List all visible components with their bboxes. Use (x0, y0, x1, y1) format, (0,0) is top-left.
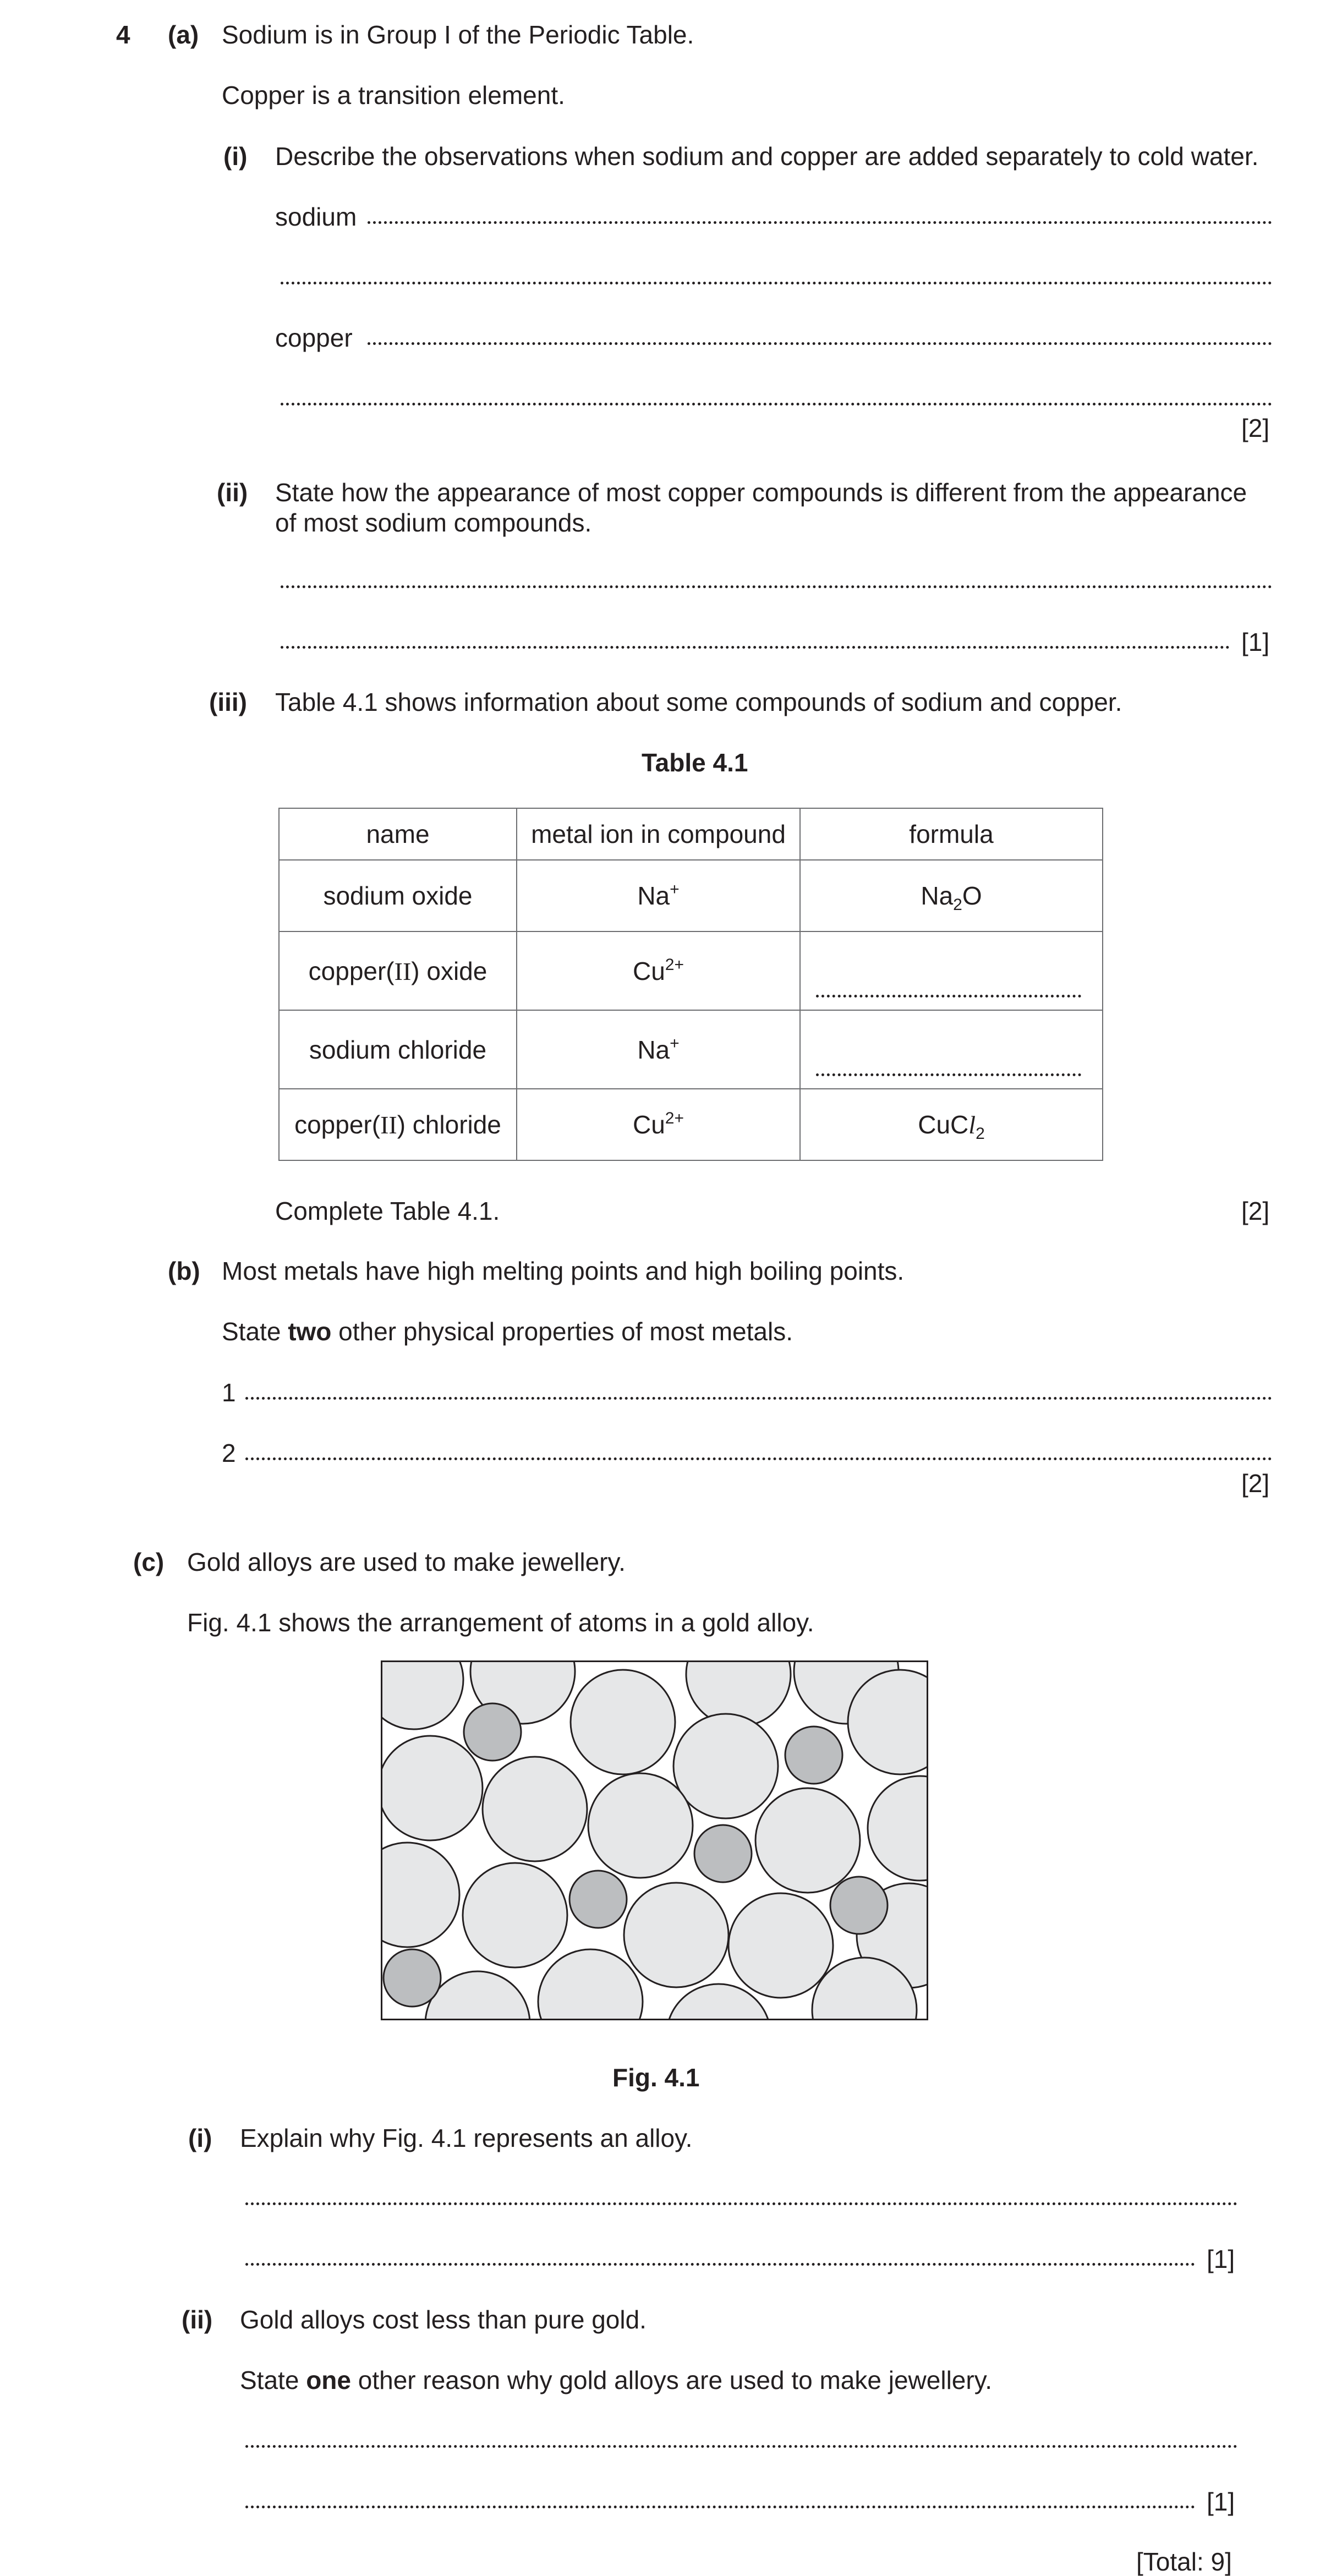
complete-table-instruction: Complete Table 4.1. (275, 1197, 500, 1225)
cell-ion: $Cu^{2+}$ (517, 931, 800, 1010)
part-c-ii-label: (ii) (182, 2305, 213, 2334)
compounds-table (278, 808, 1103, 1161)
gold-atom (483, 1757, 587, 1861)
cell-ion: Na+ (517, 860, 800, 931)
part-a-line1: Sodium is in Group I of the Periodic Table. (222, 20, 694, 49)
part-b-line2: State two other physical properties of most metals. (222, 1317, 793, 1346)
answer-line-a-ii-1[interactable] (281, 585, 1272, 588)
sodium-label: sodium (275, 202, 357, 231)
part-a-ii-text2: of most sodium compounds. (275, 508, 592, 537)
alloy-atoms-figure (381, 1660, 928, 2020)
gold-atom (381, 1736, 483, 1840)
header-name: name (279, 808, 517, 860)
other-metal-atom (464, 1703, 521, 1761)
other-metal-atom (694, 1825, 752, 1882)
cell-ion: $Cu^{2+}$ (517, 1089, 800, 1160)
gold-atom (729, 1893, 833, 1998)
part-c-ii-text1: Gold alloys cost less than pure gold. (240, 2305, 647, 2334)
answer-line-b-2[interactable] (245, 1457, 1272, 1460)
other-metal-atom (384, 1949, 441, 2007)
marks-c-i: [1] (1207, 2245, 1235, 2273)
cell-name: sodium chloride (279, 1010, 517, 1089)
header-formula: formula (800, 808, 1103, 860)
cell-formula: CuCl$_2$ (800, 1089, 1103, 1160)
part-c-label: (c) (133, 1548, 165, 1576)
part-c-i-label: (i) (188, 2124, 212, 2152)
gold-atom (673, 1714, 778, 1818)
answer-line-copper-2[interactable] (281, 403, 1272, 405)
marks-a-iii: [2] (1241, 1197, 1270, 1225)
header-metal-ion: metal ion in compound (517, 808, 800, 860)
answer-line-c-ii-1[interactable] (245, 2445, 1237, 2448)
part-c-line1: Gold alloys are used to make jewellery. (187, 1548, 626, 1576)
answer-line-sodium-1[interactable] (368, 221, 1272, 224)
part-c-line2: Fig. 4.1 shows the arrangement of atoms in a gold alloy. (187, 1608, 814, 1637)
answer-line-a-ii-2[interactable] (281, 646, 1230, 649)
part-a-i-text: Describe the observations when sodium and copper are added separately to cold water. (275, 142, 1259, 171)
answer-line-copper-1[interactable] (368, 342, 1272, 345)
cell-ion: Na+ (517, 1010, 800, 1089)
answer-line-b-1[interactable] (245, 1397, 1272, 1400)
total-marks: [Total: 9] (1136, 2547, 1232, 2576)
gold-atom (624, 1883, 729, 1987)
part-a-line2: Copper is a transition element. (222, 81, 565, 109)
cell-name: sodium oxide (279, 860, 517, 931)
gold-atom (381, 1843, 459, 1947)
figure-caption: Fig. 4.1 (612, 2063, 700, 2092)
answer-line-c-ii-2[interactable] (245, 2506, 1195, 2508)
other-metal-atom (785, 1727, 842, 1784)
other-metal-atom (830, 1877, 888, 1934)
table-title: Table 4.1 (642, 748, 748, 777)
part-b-line1: Most metals have high melting points and high boiling points. (222, 1257, 905, 1285)
copper-label: copper (275, 324, 353, 352)
answer-line-c-i-1[interactable] (245, 2202, 1237, 2205)
cell-formula-answer[interactable] (800, 931, 1103, 1010)
part-c-ii-text2: State one other reason why gold alloys are used to make jewellery. (240, 2366, 993, 2394)
part-c-i-text: Explain why Fig. 4.1 represents an alloy. (240, 2124, 693, 2152)
part-a-iii-text: Table 4.1 shows information about some compounds of sodium and copper. (275, 688, 1122, 716)
other-metal-atom (569, 1871, 627, 1928)
table-row (279, 1089, 1103, 1160)
gold-atom (588, 1773, 693, 1878)
part-a-i-label: (i) (223, 142, 248, 171)
marks-b: [2] (1241, 1469, 1270, 1498)
marks-a-i: [2] (1241, 414, 1270, 442)
part-a-ii-label: (ii) (217, 478, 248, 507)
answer-line-sodium-2[interactable] (281, 282, 1272, 284)
part-a-iii-label: (iii) (209, 688, 247, 716)
gold-atom (868, 1776, 928, 1881)
cell-formula-answer[interactable] (800, 1010, 1103, 1089)
part-a-label: (a) (168, 20, 199, 49)
question-number: 4 (116, 20, 130, 49)
table-row (279, 860, 1103, 931)
part-b-item1: 1 (222, 1378, 236, 1407)
gold-atom (463, 1863, 567, 1967)
table-row (279, 931, 1103, 1010)
answer-line-c-i-2[interactable] (245, 2263, 1195, 2266)
part-a-ii-text1: State how the appearance of most copper compounds is different from the appearance (275, 478, 1247, 507)
cell-name: copper(II) chloride (279, 1089, 517, 1160)
gold-atom (381, 1660, 463, 1729)
marks-a-ii: [1] (1241, 628, 1270, 656)
cell-name: copper(II) oxide (279, 931, 517, 1010)
gold-atom (571, 1670, 675, 1774)
part-b-label: (b) (168, 1257, 200, 1285)
cell-formula: $Na_2O$ (800, 860, 1103, 931)
gold-atom (538, 1949, 643, 2020)
part-b-item2: 2 (222, 1439, 236, 1467)
table-row (279, 1010, 1103, 1089)
marks-c-ii: [1] (1207, 2487, 1235, 2516)
gold-atom (755, 1788, 860, 1893)
